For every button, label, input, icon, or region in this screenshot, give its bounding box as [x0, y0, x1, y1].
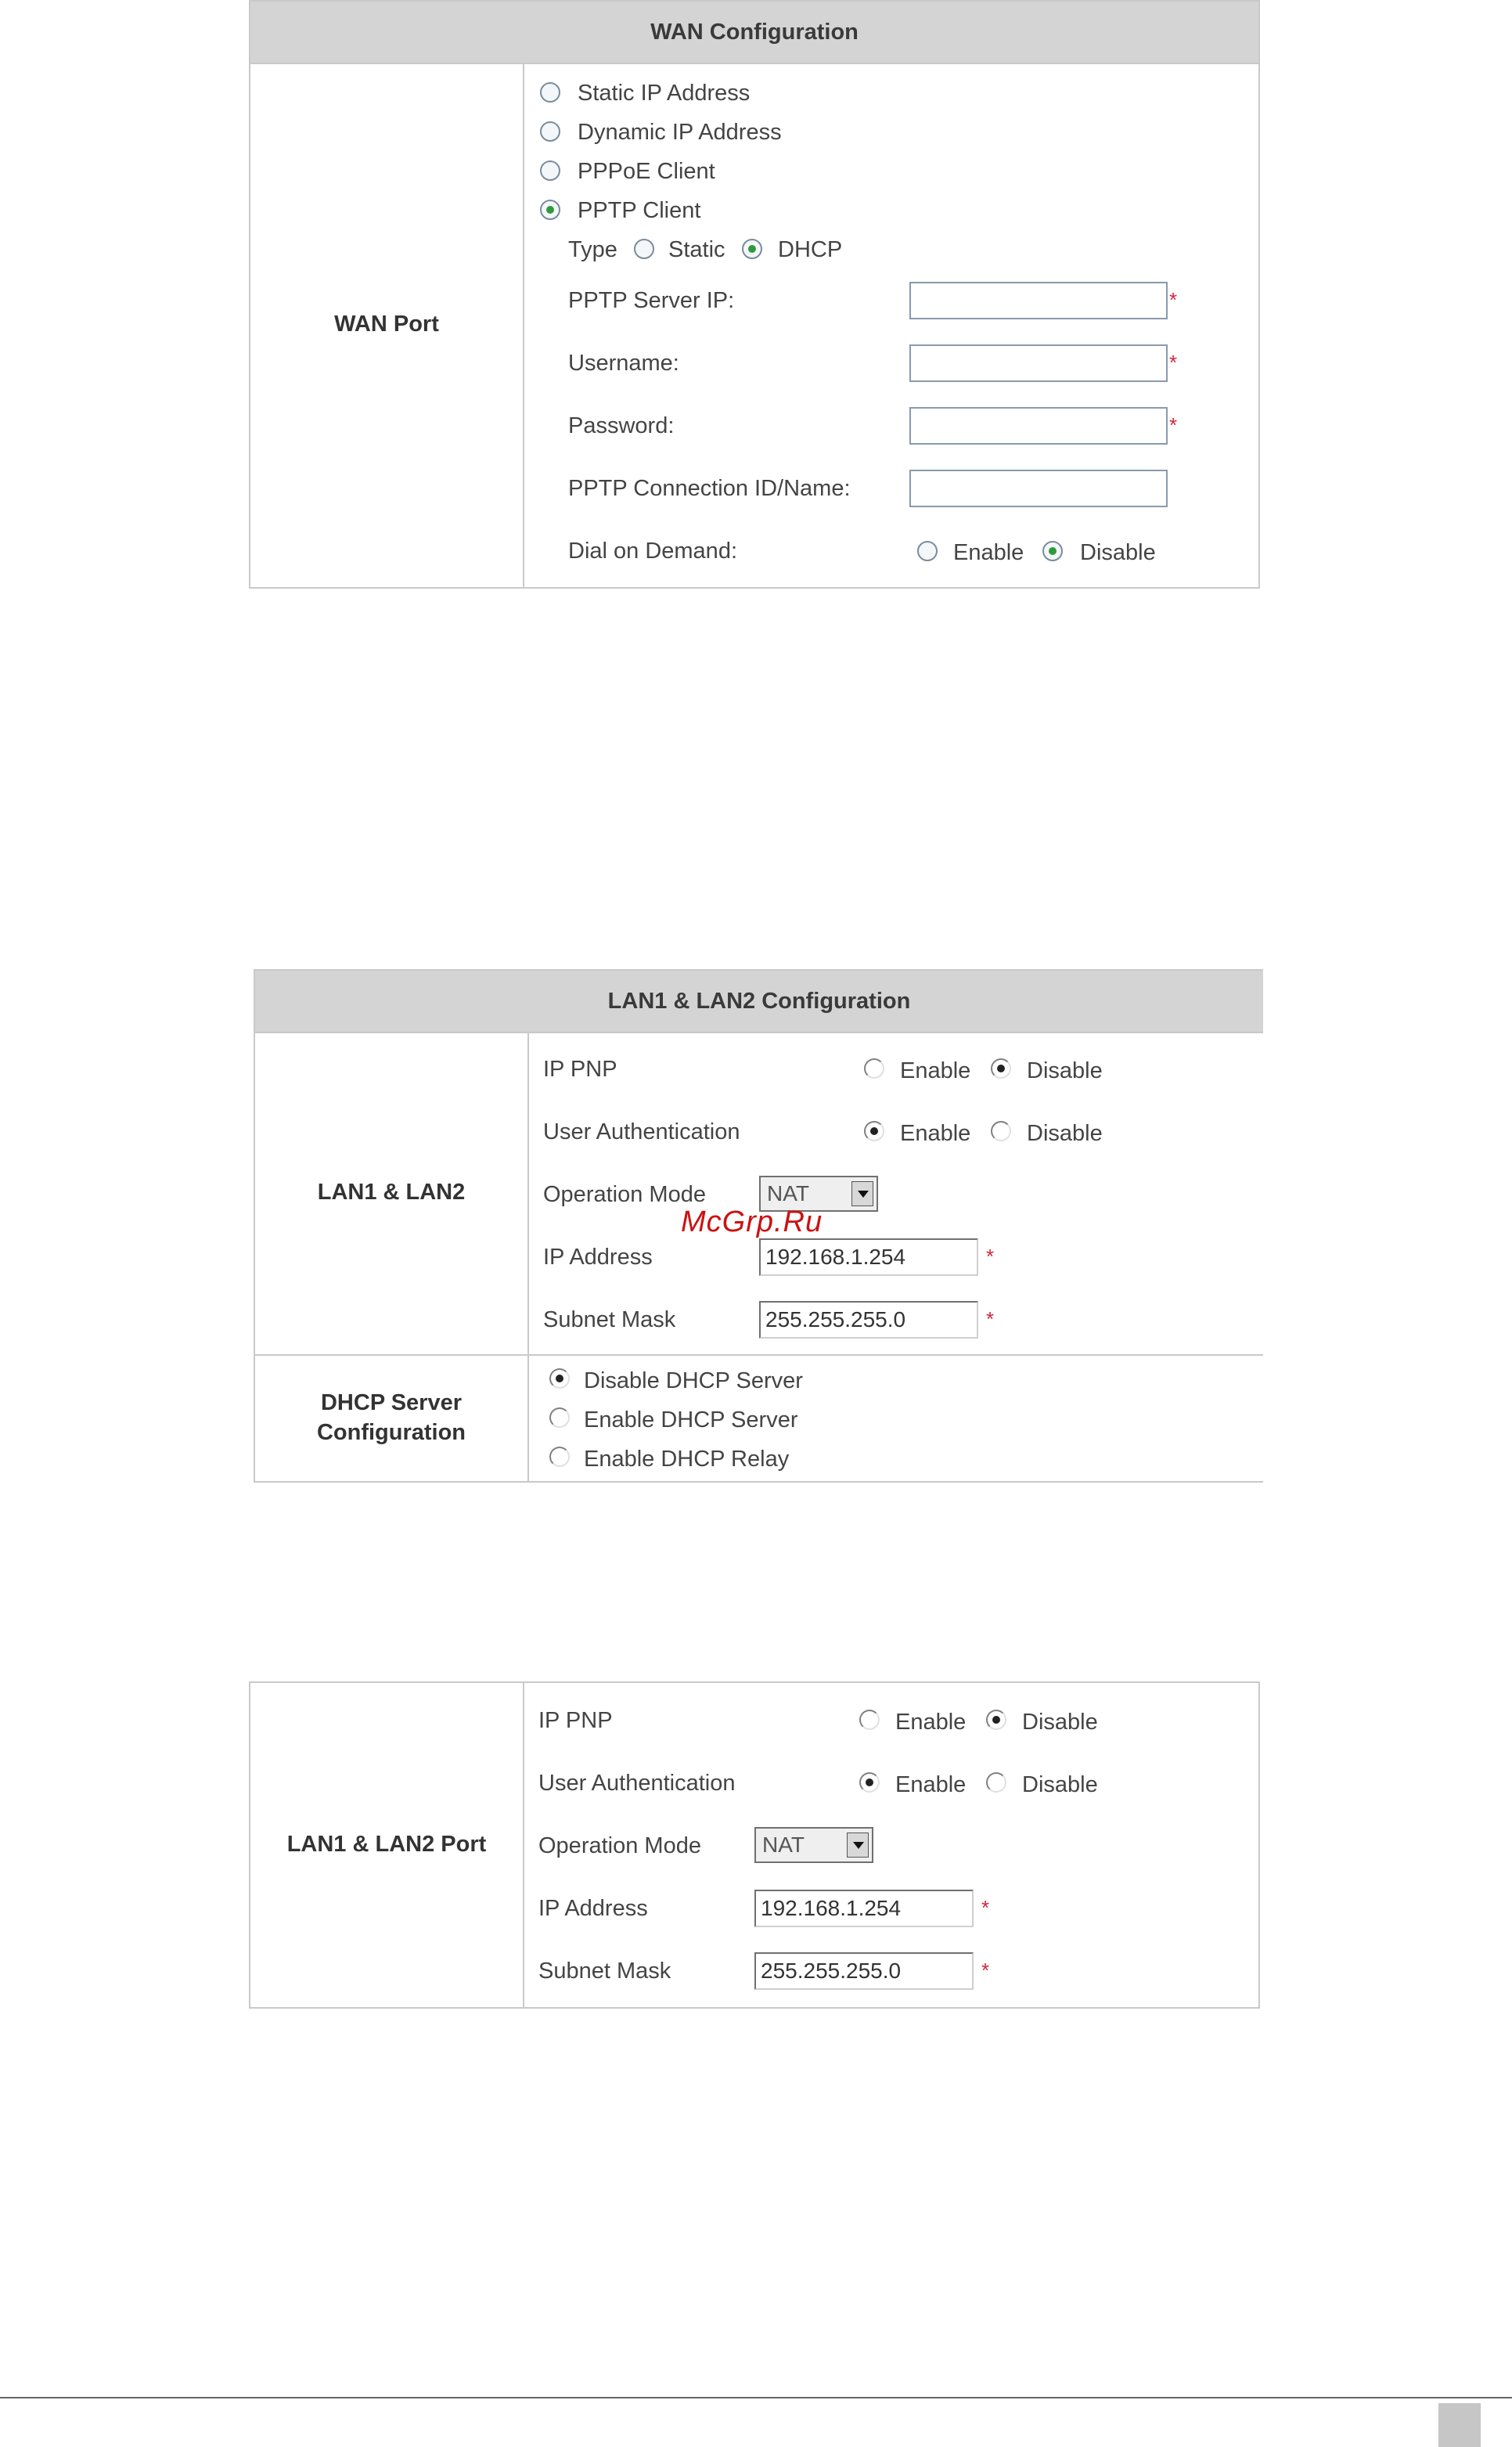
- user-auth-disable-label: Disable: [1027, 1121, 1103, 1146]
- port-ip-pnp-enable-label: Enable: [895, 1710, 967, 1735]
- port-ip-pnp-disable-radio[interactable]: [986, 1710, 1006, 1730]
- enable-dhcp-server-radio[interactable]: [549, 1407, 570, 1428]
- lan-port-panel: [249, 1681, 1260, 2009]
- ip-pnp-enable-label: Enable: [900, 1058, 971, 1083]
- username-required: *: [1169, 351, 1178, 374]
- password-required: *: [1169, 413, 1178, 437]
- user-auth-enable-label: Enable: [900, 1121, 971, 1146]
- chevron-down-icon[interactable]: [847, 1833, 869, 1858]
- subnet-mask-input[interactable]: 255.255.255.0: [759, 1301, 978, 1339]
- port-subnet-mask-label: Subnet Mask: [538, 1959, 671, 1984]
- user-auth-enable-radio[interactable]: [864, 1121, 884, 1141]
- port-user-auth-enable-radio[interactable]: [859, 1772, 880, 1793]
- port-subnet-mask-required: *: [981, 1959, 990, 1982]
- port-ip-address-input[interactable]: 192.168.1.254: [754, 1890, 974, 1927]
- port-subnet-mask-input[interactable]: 255.255.255.0: [754, 1952, 974, 1990]
- chevron-down-icon[interactable]: [851, 1181, 873, 1206]
- port-operation-mode-select[interactable]: [754, 1827, 873, 1863]
- ip-pnp-disable-radio[interactable]: [991, 1058, 1011, 1079]
- lan-config-title: LAN1 & LAN2 Configuration: [255, 971, 1263, 1033]
- static-ip-label: Static IP Address: [578, 81, 751, 106]
- port-user-auth-disable-label: Disable: [1022, 1772, 1098, 1797]
- subnet-mask-label: Subnet Mask: [543, 1307, 676, 1332]
- pptp-server-ip-required: *: [1169, 288, 1178, 312]
- footer-divider: [0, 2397, 1512, 2398]
- pptp-connection-id-input[interactable]: [909, 470, 1168, 507]
- wan-config-panel: [249, 0, 1260, 589]
- port-ip-address-label: IP Address: [538, 1896, 648, 1921]
- ip-pnp-disable-label: Disable: [1027, 1058, 1103, 1083]
- dial-disable-label: Disable: [1080, 540, 1156, 565]
- enable-dhcp-server-label: Enable DHCP Server: [584, 1407, 798, 1433]
- page-corner-marker: [1438, 2403, 1481, 2447]
- enable-dhcp-relay-label: Enable DHCP Relay: [584, 1447, 790, 1472]
- disable-dhcp-server-label: Disable DHCP Server: [584, 1368, 803, 1393]
- ip-pnp-enable-radio[interactable]: [864, 1058, 884, 1079]
- ip-address-input[interactable]: 192.168.1.254: [759, 1238, 978, 1276]
- port-user-auth-label: User Authentication: [538, 1771, 736, 1796]
- username-input[interactable]: [909, 344, 1168, 382]
- pptp-server-ip-label: PPTP Server IP:: [568, 288, 735, 313]
- disable-dhcp-server-radio[interactable]: [549, 1368, 570, 1389]
- dial-disable-radio[interactable]: [1042, 541, 1063, 561]
- port-ip-pnp-label: IP PNP: [538, 1708, 613, 1733]
- dhcp-server-config-label: DHCP Server Configuration: [255, 1356, 529, 1481]
- wan-port-label: WAN Port: [250, 63, 524, 587]
- dial-enable-radio[interactable]: [917, 541, 938, 561]
- pppoe-client-radio[interactable]: [540, 160, 560, 181]
- port-operation-mode-value: NAT: [762, 1833, 805, 1857]
- pptp-client-radio[interactable]: [540, 200, 560, 220]
- port-ip-pnp-enable-radio[interactable]: [859, 1710, 880, 1730]
- operation-mode-value: NAT: [767, 1181, 809, 1205]
- port-ip-pnp-disable-label: Disable: [1022, 1710, 1098, 1735]
- enable-dhcp-relay-radio[interactable]: [549, 1447, 570, 1467]
- port-user-auth-disable-radio[interactable]: [986, 1772, 1006, 1793]
- wan-config-title: WAN Configuration: [250, 2, 1258, 64]
- type-static-label: Static: [668, 237, 725, 262]
- static-ip-radio[interactable]: [540, 82, 560, 103]
- operation-mode-label: Operation Mode: [543, 1182, 706, 1207]
- pptp-client-label: PPTP Client: [578, 198, 701, 223]
- pptp-server-ip-input[interactable]: [909, 282, 1168, 319]
- type-dhcp-label: DHCP: [778, 237, 843, 262]
- pptp-connection-id-label: PPTP Connection ID/Name:: [568, 476, 851, 501]
- subnet-mask-required: *: [986, 1307, 995, 1331]
- password-label: Password:: [568, 413, 675, 438]
- dial-on-demand-label: Dial on Demand:: [568, 539, 737, 564]
- dial-enable-label: Enable: [953, 540, 1024, 565]
- pppoe-client-label: PPPoE Client: [578, 159, 715, 184]
- lan-section-label: LAN1 & LAN2: [255, 1032, 529, 1354]
- ip-pnp-label: IP PNP: [543, 1057, 617, 1082]
- type-dhcp-radio[interactable]: [742, 239, 762, 259]
- port-user-auth-enable-label: Enable: [895, 1772, 967, 1797]
- password-input[interactable]: [909, 407, 1168, 445]
- user-auth-disable-radio[interactable]: [991, 1121, 1011, 1141]
- lan-port-section-label: LAN1 & LAN2 Port: [250, 1683, 524, 2007]
- type-label: Type: [568, 237, 617, 262]
- port-operation-mode-label: Operation Mode: [538, 1833, 701, 1858]
- port-ip-address-required: *: [981, 1896, 990, 1919]
- dynamic-ip-radio[interactable]: [540, 121, 560, 142]
- watermark: McGrp.Ru: [681, 1205, 823, 1238]
- ip-address-required: *: [986, 1245, 995, 1268]
- username-label: Username:: [568, 351, 679, 376]
- type-static-radio[interactable]: [634, 239, 654, 259]
- ip-address-label: IP Address: [543, 1245, 653, 1270]
- dynamic-ip-label: Dynamic IP Address: [578, 120, 782, 145]
- user-auth-label: User Authentication: [543, 1119, 740, 1144]
